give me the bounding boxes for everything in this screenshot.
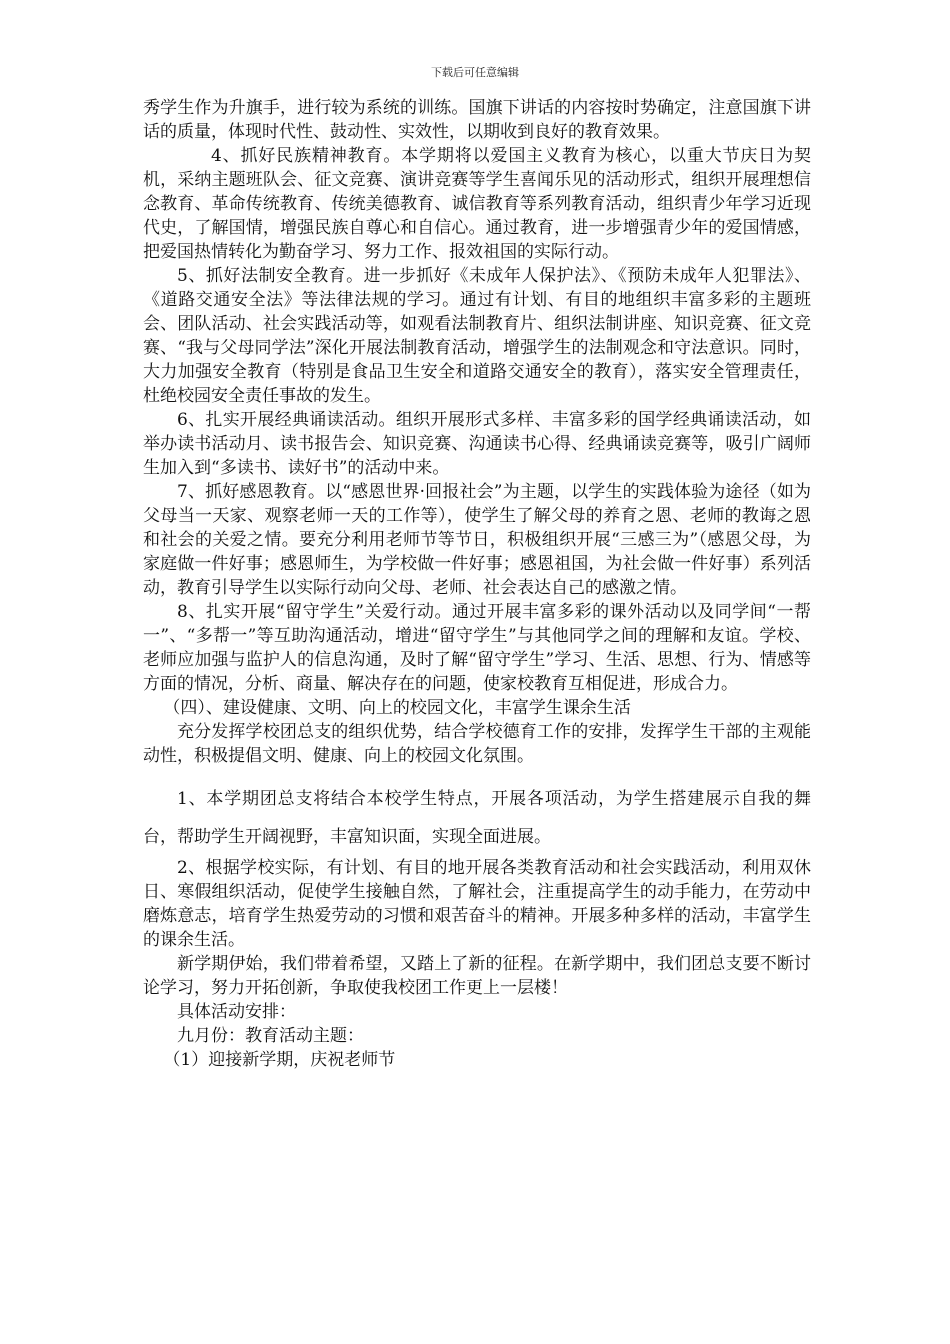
section-heading-4: （四）、建设健康、文明、向上的校园文化，丰富学生课余生活 <box>163 698 631 718</box>
paragraph-item-8: 8、扎实开展“留守学生”关爱行动。通过开展丰富多彩的课外活动以及同学间“一帮一”、“多帮一”等互助沟通活动，增进“留守学生”与其他同学之间的理解和友谊。学校、老师应加强与监护人的信息沟通，及时了解“留守学生”学习、生活、思想、行为、情感等方面的情况，分析、商量、解决存在的问题，使家校教育互相促进，形成合力。 <box>143 602 811 694</box>
paragraph-item-5: 5、抓好法制安全教育。进一步抓好《未成年人保护法》、《预防未成年人犯罪法》、《道路交通安全法》等法律法规的学习。通过有计划、有目的地组织丰富多彩的主题班会、团队活动、社会实践活动等，如观看法制教育片、组织法制讲座、知识竞赛、征文竞赛、“我与父母同学法”深化开展法制教育活动，增强学生的法制观念和守法意识。同时，大力加强安全教育（特别是食品卫生安全和道路交通安全的教育），落实安全管理责任，杜绝校园安全责任事故的发生。 <box>143 266 811 406</box>
paragraph-section-intro: 充分发挥学校团总支的组织优势，结合学校德育工作的安排，发挥学生干部的主观能动性，积极提倡文明、健康、向上的校园文化氛围。 <box>143 722 811 766</box>
paragraph-september-theme: 九月份：教育活动主题： <box>177 1026 364 1046</box>
paragraph-item-6: 6、扎实开展经典诵读活动。组织开展形式多样、丰富多彩的国学经典诵读活动，如举办读书活动月、读书报告会、知识竞赛、沟通读书心得、经典诵读竞赛等，吸引广阔师生加入到“多读书、读好书”的活动中来。 <box>143 410 811 478</box>
paragraph-september-item-1: （1）迎接新学期，庆祝老师节 <box>163 1050 396 1070</box>
paragraph-continuation: 秀学生作为升旗手，进行较为系统的训练。国旗下讲话的内容按时势确定，注意国旗下讲话的质量，体现时代性、鼓动性、实效性，以期收到良好的教育效果。 <box>143 98 811 142</box>
page-header: 下载后可任意编辑 <box>431 66 519 79</box>
paragraph-item-1: 1、本学期团总支将结合本校学生特点，开展各项活动，为学生搭建展示自我的舞台，帮助学生开阔视野，丰富知识面，实现全面进展。 <box>143 789 811 847</box>
paragraph-item-7: 7、抓好感恩教育。以“感恩世界·回报社会”为主题，以学生的实践体验为途径（如为父母当一天家、观察老师一天的工作等），使学生了解父母的养育之恩、老师的教诲之恩和社会的关爱之情。要充分利用老师节等节日，积极组织开展“三感三为”（感恩父母，为家庭做一件好事；感恩师生，为学校做一件好事；感恩祖国，为社会做一件好事）系列活动，教育引导学生以实际行动向父母、老师、社会表达自己的感激之情。 <box>143 482 811 598</box>
paragraph-item-2: 2、根据学校实际，有计划、有目的地开展各类教育活动和社会实践活动，利用双休日、寒假组织活动，促使学生接触自然，了解社会，注重提高学生的动手能力，在劳动中磨炼意志，培育学生热爱劳动的习惯和艰苦奋斗的精神。开展多种多样的活动，丰富学生的课余生活。 <box>143 858 811 950</box>
paragraph-schedule-title: 具体活动安排： <box>177 1002 296 1022</box>
document-body <box>143 96 811 1072</box>
paragraph-item-4: 4、抓好民族精神教育。本学期将以爱国主义教育为核心，以重大节庆日为契机，采纳主题班队会、征文竞赛、演讲竞赛等学生喜闻乐见的活动形式，组织开展理想信念教育、革命传统教育、传统美德教育、诚信教育等系列教育活动，组织青少年学习近现代史，了解国情，增强民族自尊心和自信心。通过教育，进一步增强青少年的爱国情感，把爱国热情转化为勤奋学习、努力工作、报效祖国的实际行动。 <box>143 146 811 262</box>
paragraph-closing: 新学期伊始，我们带着希望，又踏上了新的征程。在新学期中，我们团总支要不断讨论学习，努力开拓创新，争取使我校团工作更上一层楼！ <box>143 954 811 998</box>
